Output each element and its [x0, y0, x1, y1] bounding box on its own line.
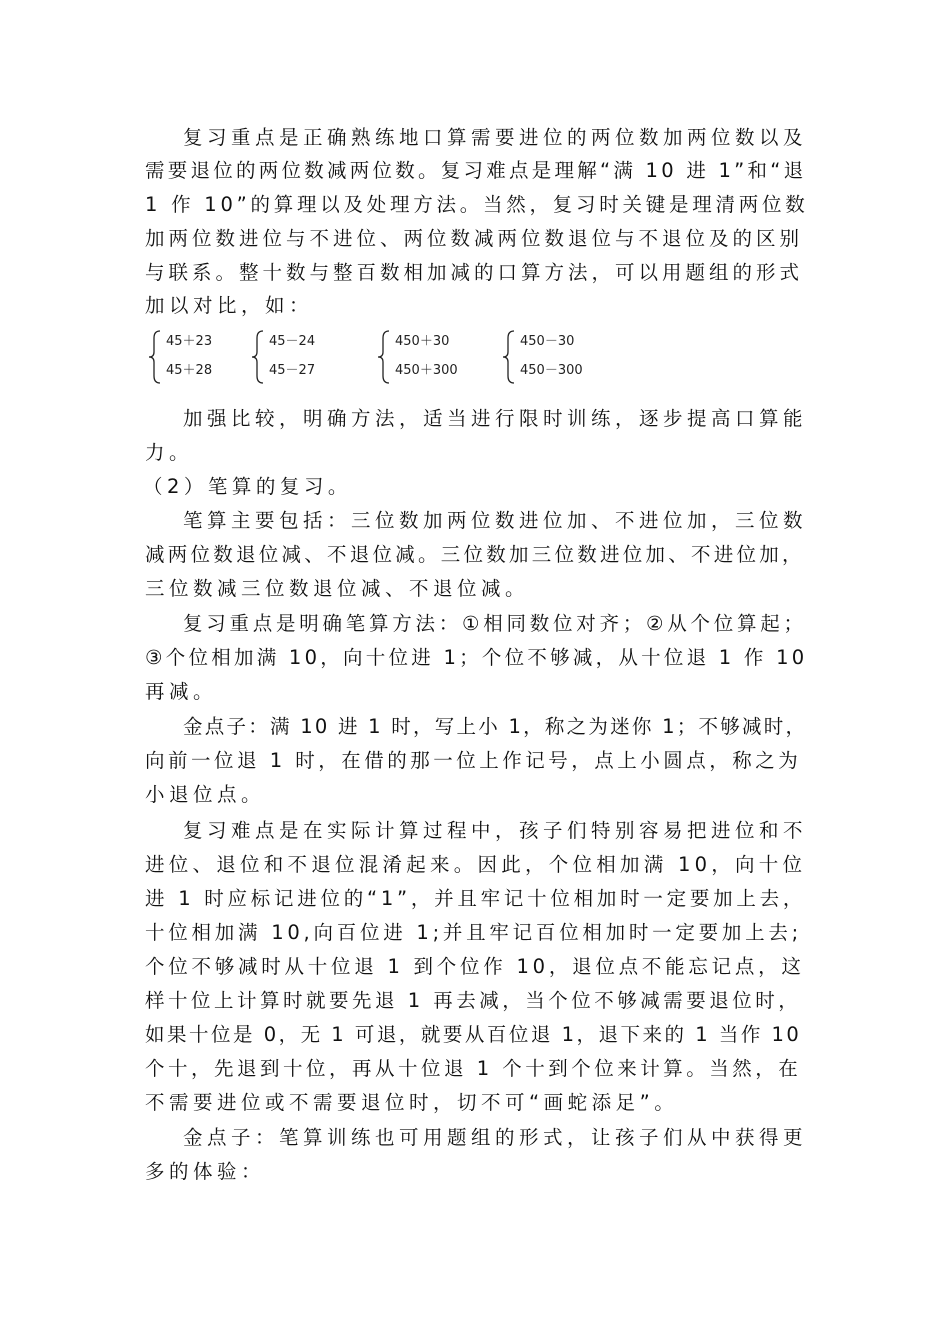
- text-line: 加两位数进位与不进位、两位数减两位数退位与不退位及的区别: [145, 227, 804, 250]
- text-line: 金点子：笔算训练也可用题组的形式，让孩子们从中获得更: [183, 1126, 808, 1149]
- expression-top: 45－24: [269, 334, 316, 349]
- text-line: 不需要进位或不需要退位时，切不可“画蛇添足”。: [145, 1091, 679, 1114]
- text-line: 多的体验：: [145, 1160, 266, 1183]
- text-line: 复习难点是在实际计算过程中，孩子们特别容易把进位和不: [183, 819, 808, 842]
- expression-top: 450－30: [520, 334, 575, 349]
- text-line: ③个位相加满 10，向十位进 1；个位不够减，从十位退 1 作 10: [145, 646, 808, 669]
- text-line: 个位不够减时从十位退 1 到个位作 10，退位点不能忘记点，这: [145, 955, 805, 978]
- expression-bottom: 45＋28: [166, 363, 213, 378]
- expression-bottom: 450＋300: [395, 363, 458, 378]
- text-line: 十位相加满 10,向百位进 1;并且牢记百位相加时一定要加上去;: [145, 921, 802, 944]
- text-line: 小退位点。: [145, 783, 266, 806]
- text-line: 进位、退位和不退位混淆起来。因此，个位相加满 10，向十位: [145, 853, 807, 876]
- expression-top: 45＋23: [166, 334, 213, 349]
- text-line: 需要退位的两位数减两位数。复习难点是理解“满 10 进 1”和“退: [145, 159, 807, 182]
- text-line: 再减。: [145, 680, 218, 703]
- text-line: 力。: [145, 441, 194, 464]
- text-line: 1 作 10”的算理以及处理方法。当然，复习时关键是理清两位数: [145, 193, 809, 216]
- text-line: 与联系。整十数与整百数相加减的口算方法，可以用题组的形式: [145, 261, 804, 284]
- brace-icon: [500, 328, 518, 386]
- expression-top: 450＋30: [395, 334, 450, 349]
- text-line: 加以对比，如：: [145, 294, 314, 317]
- expression-bottom: 45－27: [269, 363, 316, 378]
- expression-bottom: 450－300: [520, 363, 583, 378]
- text-line: 进 1 时应标记进位的“1”，并且牢记十位相加时一定要加上去，: [145, 887, 807, 910]
- text-line: 减两位数退位减、不退位减。三位数加三位数进位加、不进位加，: [145, 543, 805, 566]
- text-line: 笔算主要包括：三位数加两位数进位加、不进位加，三位数: [183, 509, 808, 532]
- text-line: 金点子：满 10 进 1 时，写上小 1，称之为迷你 1；不够减时，: [183, 715, 808, 738]
- text-line: 个十，先退到十位，再从十位退 1 个十到个位来计算。当然，在: [145, 1057, 802, 1080]
- text-line: 三位数减三位数退位减、不退位减。: [145, 577, 530, 600]
- text-line: 复习重点是正确熟练地口算需要进位的两位数加两位数以及: [183, 126, 808, 149]
- text-line: 加强比较，明确方法，适当进行限时训练，逐步提高口算能: [183, 407, 808, 430]
- brace-icon: [249, 328, 267, 386]
- brace-icon: [375, 328, 393, 386]
- brace-icon: [146, 328, 164, 386]
- text-line: 复习重点是明确笔算方法：①相同数位对齐；②从个位算起；: [183, 612, 807, 635]
- text-line: 如果十位是 0，无 1 可退，就要从百位退 1，退下来的 1 当作 10: [145, 1023, 802, 1046]
- text-line: 样十位上计算时就要先退 1 再去减，当个位不够减需要退位时，: [145, 989, 802, 1012]
- section-heading: （2）笔算的复习。: [143, 475, 352, 498]
- text-line: 向前一位退 1 时，在借的那一位上作记号，点上小圆点，称之为: [145, 749, 802, 772]
